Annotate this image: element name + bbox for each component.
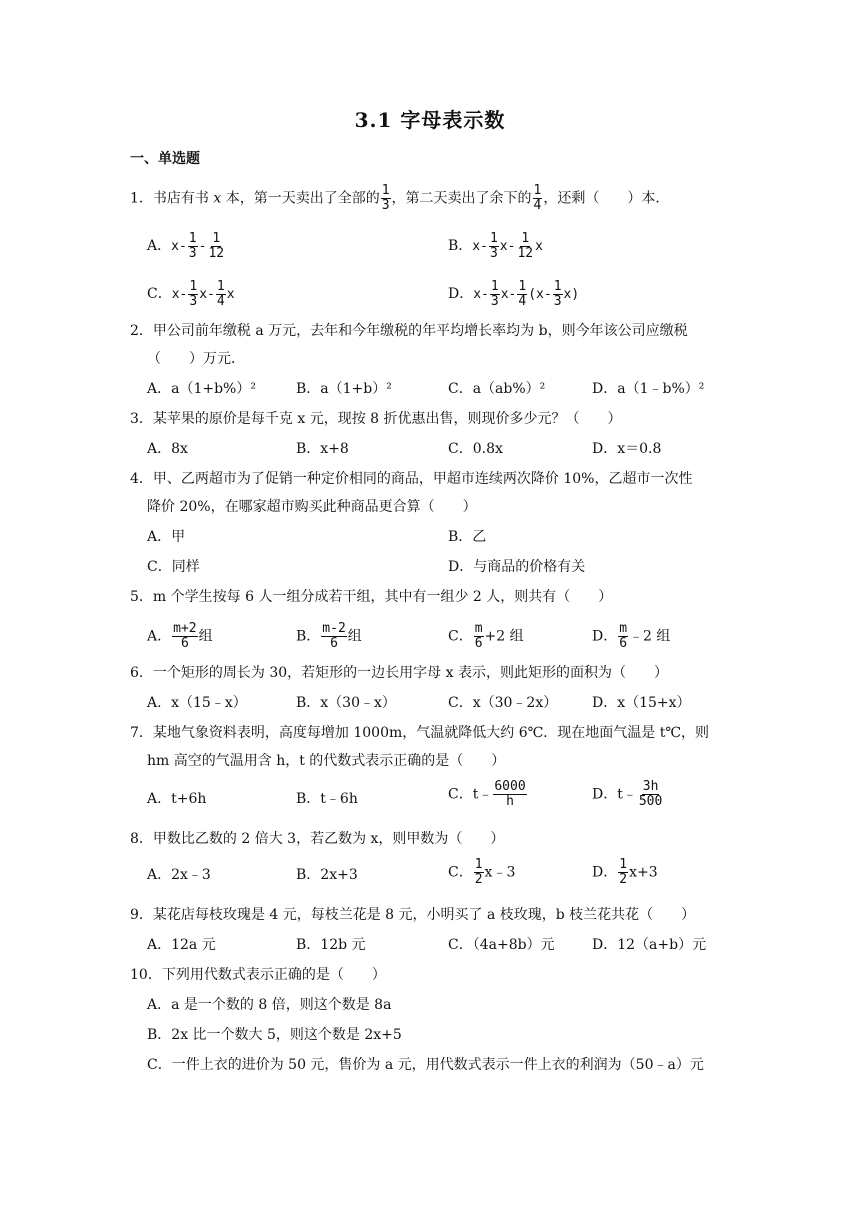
q7-option-d[interactable] <box>592 780 664 809</box>
frac-num: 1 <box>212 231 221 246</box>
frac-den: 4 <box>518 294 527 309</box>
question-3: 3．某苹果的原价是每千克 x 元，现按 8 折优惠出售，则现价多少元？（ ） <box>130 411 622 427</box>
option-label: A． <box>147 238 172 254</box>
q4-option-b[interactable]: B．乙 <box>448 529 487 545</box>
frac-num: m <box>474 621 483 636</box>
frac-num: 1 <box>381 183 390 198</box>
frac-num: 1 <box>489 231 498 246</box>
frac-den: 6 <box>474 636 483 651</box>
frac-num: 3h <box>642 779 659 794</box>
q2-option-a[interactable]: A．a（1+b%）² <box>147 381 256 397</box>
option-label: C．t﹣ <box>448 786 493 803</box>
option-label: C． <box>448 864 473 881</box>
option-label: D． <box>592 864 618 881</box>
q10-option-c[interactable]: C．一件上衣的进价为 50 元，售价为 a 元，用代数式表示一件上衣的利润为（50﹣a）元 <box>147 1057 704 1073</box>
q5-option-d[interactable] <box>592 622 670 651</box>
option-suffix: x﹣3 <box>484 864 516 881</box>
frac-den: 2 <box>474 872 483 887</box>
option-suffix: x+3 <box>629 864 658 881</box>
question-4-cont: 降价 20%，在哪家超市购买此种商品更合算（ ） <box>147 499 477 515</box>
frac-den: 12 <box>517 246 534 261</box>
q5-option-c[interactable] <box>448 622 524 651</box>
frac-den: 3 <box>188 246 197 261</box>
q4-option-c[interactable]: C．同样 <box>147 559 200 575</box>
fraction-1-3 <box>381 184 391 213</box>
frac-num: 1 <box>533 183 542 198</box>
q2-option-d[interactable]: D．a（1﹣b%）² <box>592 381 705 397</box>
frac-den: 3 <box>489 246 498 261</box>
frac-den: 4 <box>533 198 542 213</box>
question-4: 4．甲、乙两超市为了促销一种定价相同的商品，甲超市连续两次降价 10%，乙超市一次性 <box>130 471 693 487</box>
q1-text-4: ，还剩（ ）本． <box>543 190 670 207</box>
frac-den: 500 <box>638 794 663 809</box>
option-label: D．t﹣ <box>592 786 637 803</box>
q6-option-a[interactable]: A．x（15﹣x） <box>147 695 247 711</box>
page-title: 3.1 字母表示数 <box>354 108 506 132</box>
question-10: 10．下列用代数式表示正确的是（ ） <box>130 967 386 983</box>
option-expr: x- $\frac{1}{3}$ x- $\frac{1}{12}$ x <box>472 231 543 261</box>
fraction-1-4 <box>533 184 543 213</box>
option-label: D． <box>592 628 618 645</box>
option-expr: x- $\frac{1}{3}$ x- $\frac{1}{4}$ (x- $\frac{1}{3}$ x) <box>473 279 580 309</box>
option-suffix: 组 <box>198 628 213 645</box>
frac-den: 2 <box>619 872 628 887</box>
q5-option-a[interactable] <box>147 622 213 651</box>
frac-den: 3 <box>189 294 198 309</box>
question-2-cont: （ ）万元． <box>147 351 245 367</box>
section-heading: 一、单选题 <box>130 151 200 167</box>
frac-den: 6 <box>330 636 338 651</box>
q5-option-b[interactable] <box>296 622 362 651</box>
q1-option-a[interactable] <box>147 232 226 261</box>
q2-option-b[interactable]: B．a（1+b）² <box>296 381 392 397</box>
question-8: 8．甲数比乙数的 2 倍大 3，若乙数为 x，则甲数为（ ） <box>130 831 505 847</box>
q3-option-a[interactable]: A．8x <box>147 441 188 457</box>
frac-num: m-2 <box>322 621 346 636</box>
question-5: 5．m 个学生按每 6 人一组分成若干组，其中有一组少 2 人，则共有（ ） <box>130 589 613 605</box>
frac-den: 3 <box>553 294 562 309</box>
option-label: C． <box>147 286 172 302</box>
q1-option-d[interactable] <box>448 280 579 309</box>
question-7-cont: hm 高空的气温用含 h，t 的代数式表示正确的是（ ） <box>147 753 506 769</box>
q8-option-c[interactable] <box>448 858 515 887</box>
option-label: B． <box>296 628 321 645</box>
frac-num: m+2 <box>173 621 197 636</box>
q10-option-b[interactable]: B．2x 比一个数大 5，则这个数是 2x+5 <box>147 1027 402 1043</box>
q1-var: x <box>213 190 222 207</box>
q1-text-2: 本，第一天卖出了全部的 <box>221 190 380 207</box>
frac-den: h <box>506 794 514 809</box>
frac-den: 4 <box>216 294 225 309</box>
frac-num: 1 <box>553 279 562 294</box>
frac-num: m <box>619 621 628 636</box>
question-6: 6．一个矩形的周长为 30，若矩形的一边长用字母 x 表示，则此矩形的面积为（ ） <box>130 665 668 681</box>
option-suffix: 组 <box>347 628 362 645</box>
option-label: D． <box>448 286 474 302</box>
q9-option-c[interactable]: C．（4a+8b）元 <box>448 937 555 953</box>
q1-text-3: ，第二天卖出了余下的 <box>391 190 532 207</box>
q1-option-c[interactable] <box>147 280 235 309</box>
q7-option-a[interactable]: A．t+6h <box>147 791 207 807</box>
q9-option-d[interactable]: D．12（a+b）元 <box>592 937 707 953</box>
frac-num: 1 <box>188 231 197 246</box>
q3-option-c[interactable]: C．0.8x <box>448 441 503 457</box>
option-expr: x- $\frac{1}{3}$ - $\frac{1}{12}$ <box>171 231 225 261</box>
question-2: 2．甲公司前年缴税 a 万元，去年和今年缴税的年平均增长率均为 b，则今年该公司应缴税 <box>130 323 688 339</box>
q8-option-d[interactable] <box>592 858 658 887</box>
q7-option-c[interactable] <box>448 780 528 809</box>
option-suffix: ﹣2 组 <box>629 628 671 645</box>
q3-option-d[interactable]: D．x＝0.8 <box>592 441 662 457</box>
option-label: B． <box>448 238 473 254</box>
q6-option-b[interactable]: B．x（30﹣x） <box>296 695 396 711</box>
frac-num: 1 <box>521 231 530 246</box>
frac-den: 6 <box>619 636 628 651</box>
q4-option-d[interactable]: D．与商品的价格有关 <box>448 559 586 575</box>
q8-option-b[interactable]: B．2x+3 <box>296 867 358 883</box>
frac-num: 1 <box>518 279 527 294</box>
q6-option-d[interactable]: D．x（15+x） <box>592 695 691 711</box>
q4-option-a[interactable]: A．甲 <box>147 529 186 545</box>
option-label: A． <box>147 628 172 645</box>
frac-num: 1 <box>216 279 225 294</box>
frac-den: 3 <box>381 198 390 213</box>
q7-option-b[interactable]: B．t﹣6h <box>296 791 358 807</box>
q8-option-a[interactable]: A．2x﹣3 <box>147 867 211 883</box>
option-label: C． <box>448 628 473 645</box>
question-7: 7．某地气象资料表明，高度每增加 1000m，气温就降低大约 6℃．现在地面气温是 t℃，则 <box>130 725 710 741</box>
q1-option-b[interactable] <box>448 232 543 261</box>
q10-option-a[interactable]: A．a 是一个数的 8 倍，则这个数是 8a <box>147 997 392 1013</box>
question-1 <box>130 184 669 213</box>
option-expr: x- $\frac{1}{3}$ x- $\frac{1}{4}$ x <box>171 279 235 309</box>
q3-option-b[interactable]: B．x+8 <box>296 441 349 457</box>
frac-num: 1 <box>490 279 499 294</box>
q9-option-b[interactable]: B．12b 元 <box>296 937 366 953</box>
frac-den: 3 <box>490 294 499 309</box>
option-suffix: +2 组 <box>484 628 524 645</box>
frac-num: 6000 <box>494 779 526 794</box>
frac-num: 1 <box>474 857 483 872</box>
frac-den: 12 <box>208 246 225 261</box>
q2-option-c[interactable]: C．a（ab%）² <box>448 381 546 397</box>
frac-num: 1 <box>189 279 198 294</box>
question-9: 9．某花店每枝玫瑰是 4 元，每枝兰花是 8 元，小明买了 a 枝玫瑰，b 枝兰花共花（ ） <box>130 907 696 923</box>
q6-option-c[interactable]: C．x（30﹣2x） <box>448 695 558 711</box>
frac-den: 6 <box>180 636 189 651</box>
frac-num: 1 <box>619 857 628 872</box>
q9-option-a[interactable]: A．12a 元 <box>147 937 216 953</box>
q1-text: 1．书店有书 <box>130 190 214 207</box>
